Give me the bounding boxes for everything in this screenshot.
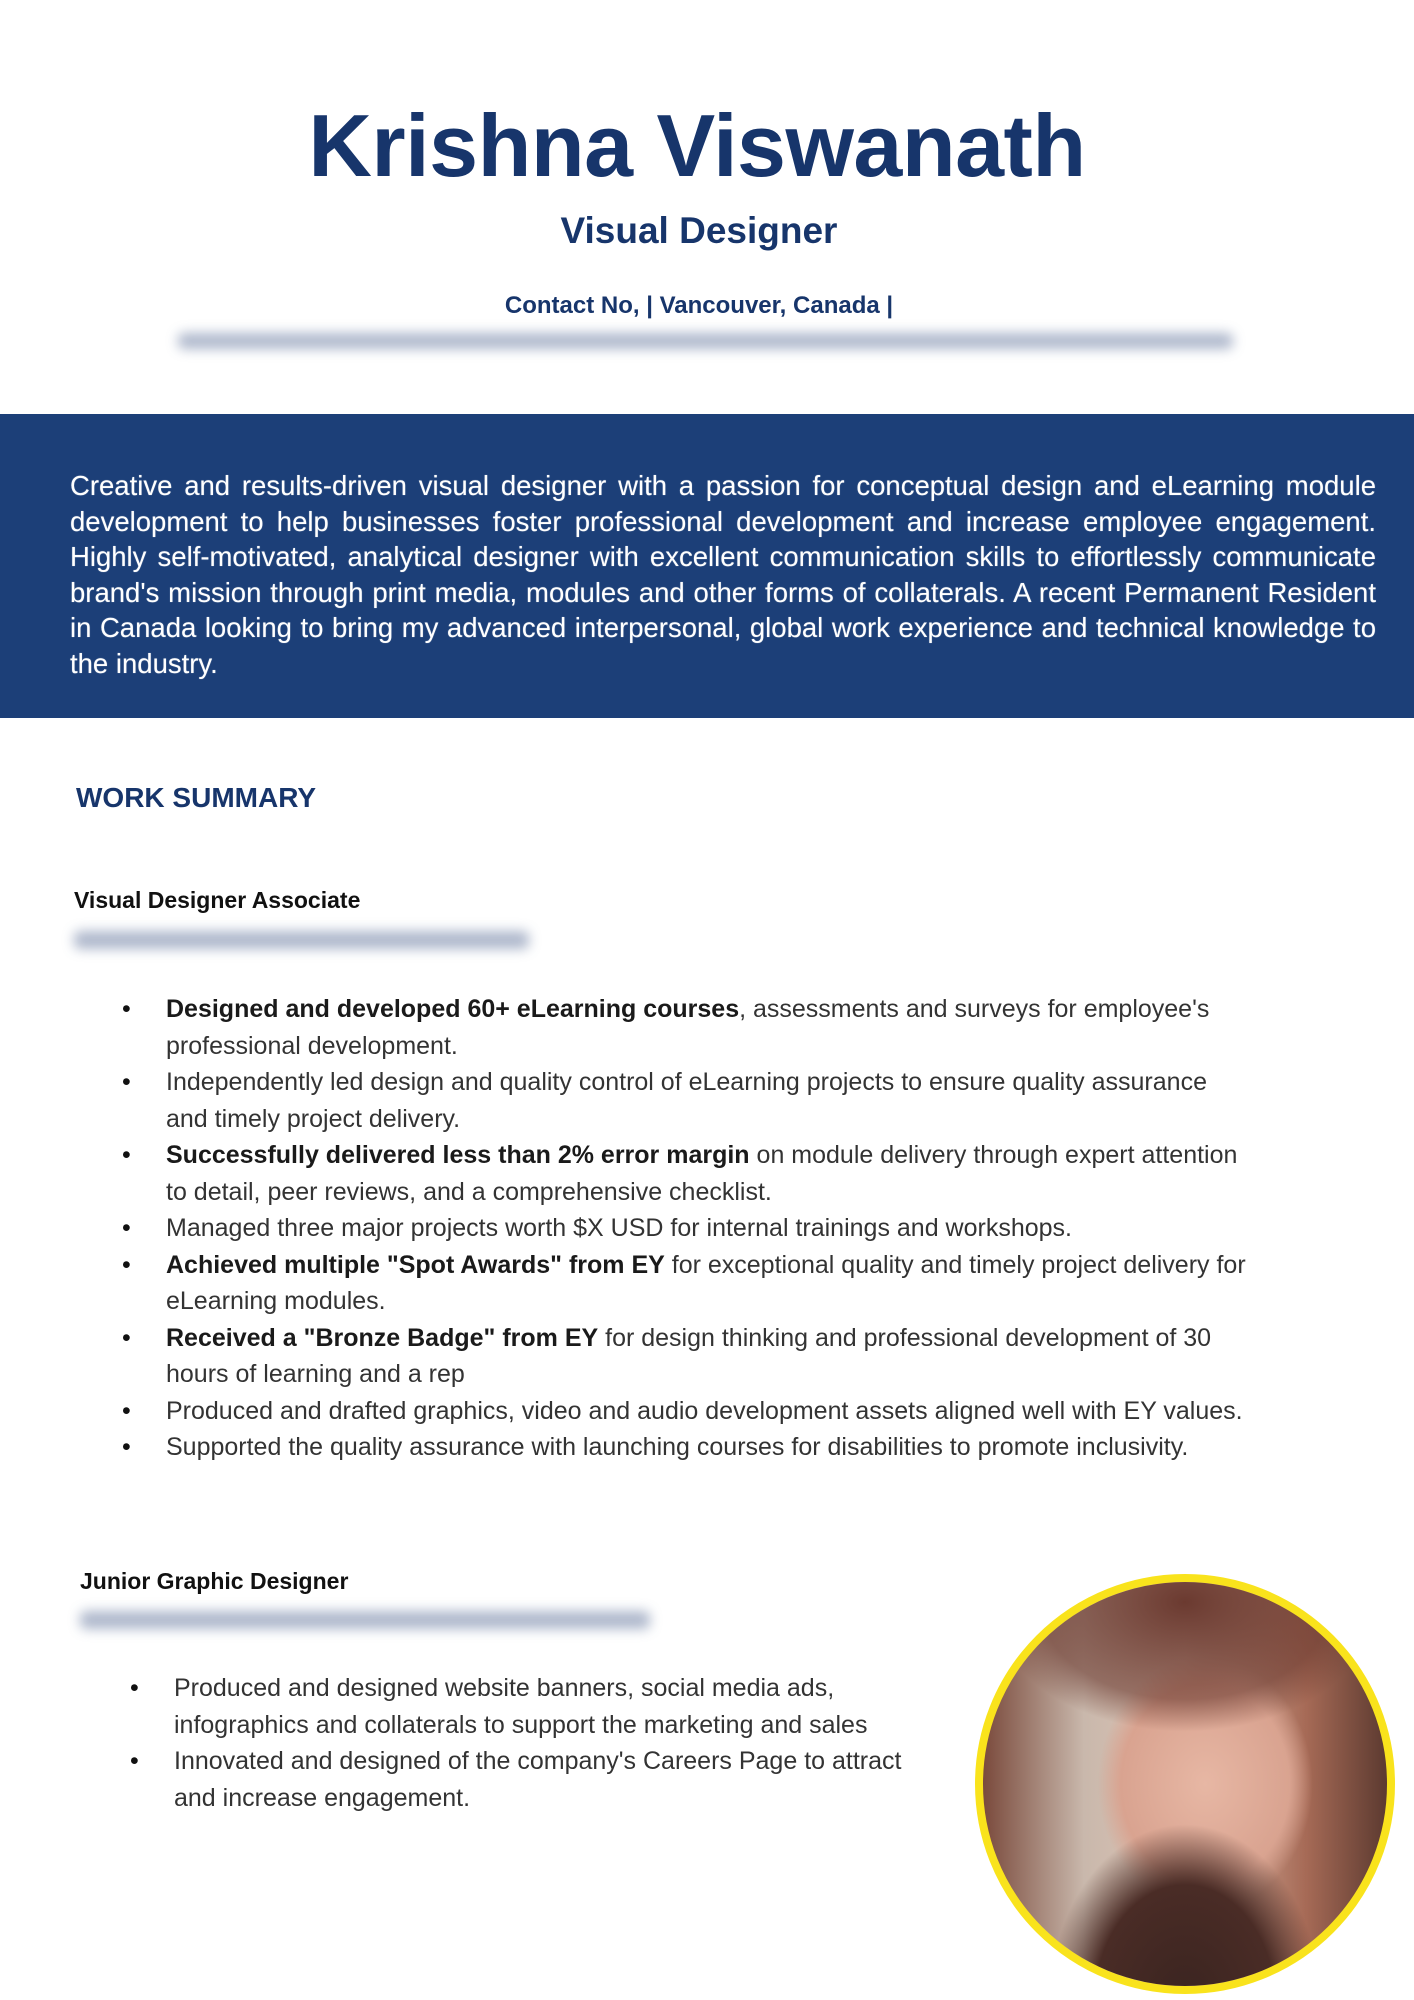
photo-portrait <box>983 1582 1387 1986</box>
bullet-item <box>166 1247 1246 1320</box>
bullet-item <box>166 1210 1246 1247</box>
candidate-title: Visual Designer <box>560 210 838 251</box>
bullet-highlight: Designed and developed 60+ eLearning courses <box>166 995 740 1023</box>
profile-summary: Creative and results-driven visual designer with a passion for conceptual design and eLearning module development to help businesses foster professional development and increase employee engagement. Highly self-motivated, analytical designer with excellent communication skills to effortlessly communicate brand's mission through print media, modules and other forms of collaterals. A recent Permanent Resident in Canada looking to bring my advanced interpersonal, global work experience and technical knowledge to the industry. <box>70 470 1376 679</box>
bullet-text: for design thinking and professional development of 30 hours of learning and a rep <box>166 1323 1212 1388</box>
job-title: Junior Graphic Designer <box>80 1568 349 1594</box>
bullet-item <box>166 991 1246 1064</box>
bullet-text: , assessments and surveys for employee's professional development. <box>166 995 1210 1060</box>
bullet-highlight: Successfully delivered less than 2% error margin <box>166 1141 750 1169</box>
redacted-email-links <box>178 333 1233 349</box>
job-title: Visual Designer Associate <box>74 887 361 913</box>
redacted-company-dates <box>80 1611 650 1629</box>
job-bullets <box>174 1670 944 1816</box>
bullet-item <box>166 1429 1246 1466</box>
bullet-text: Independently led design and quality control of eLearning projects to ensure quality assurance and timely project delivery. <box>166 1068 1207 1133</box>
bullet-item <box>174 1670 944 1743</box>
contact-line: Contact No, | Vancouver, Canada | <box>504 292 894 319</box>
job-bullets <box>166 991 1246 1466</box>
bullet-text: Produced and designed website banners, social media ads, infographics and collaterals to support the marketing and sales <box>174 1674 868 1739</box>
bullet-text: Produced and drafted graphics, video and audio development assets aligned well with EY values. <box>166 1396 1243 1425</box>
bullet-item <box>166 1137 1246 1210</box>
bullet-highlight: Received a "Bronze Badge" from EY <box>166 1323 599 1352</box>
bullet-item <box>174 1743 944 1816</box>
candidate-name: Krishna Viswanath <box>308 96 1086 195</box>
bullet-text: Innovated and designed of the company's Careers Page to attract and increase engagement. <box>174 1747 902 1812</box>
redacted-company-dates <box>74 931 529 949</box>
work-summary-heading: WORK SUMMARY <box>76 782 317 813</box>
bullet-text: Managed three major projects worth $X USD for internal trainings and workshops. <box>166 1214 1072 1242</box>
bullet-highlight: Achieved multiple "Spot Awards" from EY <box>166 1250 665 1279</box>
bullet-text: on module delivery through expert attention to detail, peer reviews, and a comprehensive checklist. <box>166 1141 1238 1206</box>
bullet-item <box>166 1320 1246 1393</box>
bullet-text: Supported the quality assurance with launching courses for disabilities to promote inclusivity. <box>166 1433 1189 1461</box>
bullet-item <box>166 1393 1246 1430</box>
bullet-item <box>166 1064 1246 1137</box>
bullet-text: for exceptional quality and timely project delivery for eLearning modules. <box>166 1250 1246 1315</box>
profile-photo <box>975 1574 1395 1994</box>
